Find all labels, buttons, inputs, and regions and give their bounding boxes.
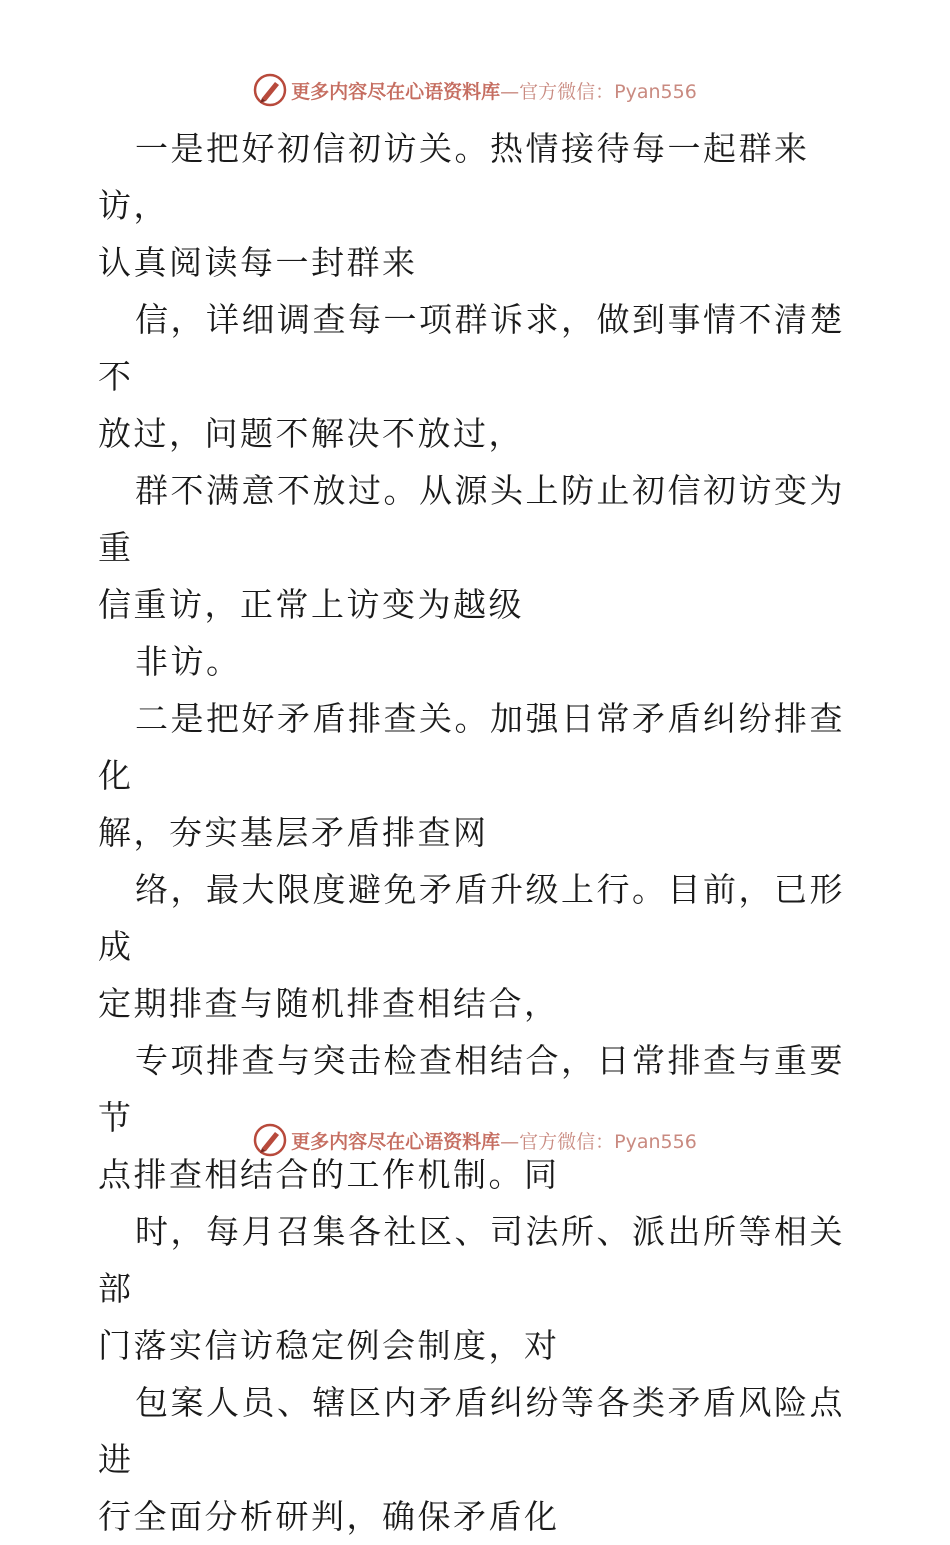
paragraph-line: 群不满意不放过。从源头上防止初信初访变为重 xyxy=(98,471,845,567)
paragraph xyxy=(98,690,858,861)
paragraph xyxy=(98,291,858,462)
paragraph-line-continued: 门落实信访稳定例会制度，对 xyxy=(98,1326,560,1365)
pen-logo-icon xyxy=(253,1123,287,1157)
paragraph-line-continued: 行全面分析研判，确保矛盾化 xyxy=(98,1497,560,1536)
paragraph-line-continued: 定期排查与随机排查相结合， xyxy=(98,984,560,1023)
paragraph-line: 专项排查与突击检查相结合，日常排查与重要节 xyxy=(98,1041,845,1137)
paragraph-line: 一是把好初信初访关。热情接待每一起群来访， xyxy=(98,129,810,225)
paragraph-line: 包案人员、辖区内矛盾纠纷等各类矛盾风险点进 xyxy=(98,1383,845,1479)
paragraph xyxy=(98,120,858,291)
footer-banner-text xyxy=(291,1127,697,1154)
footer-banner xyxy=(0,1120,950,1160)
paragraph xyxy=(98,861,858,1032)
paragraph xyxy=(98,633,858,690)
paragraph-line-continued: 放过，问题不解决不放过， xyxy=(98,414,524,453)
paragraph-line-continued: 解，夯实基层矛盾排查网 xyxy=(98,813,489,852)
paragraph xyxy=(98,462,858,633)
header-banner-text xyxy=(291,77,697,104)
document-body xyxy=(98,120,858,1545)
banner-main-text: 更多内容尽在心语资料库 xyxy=(291,1130,501,1153)
paragraph-line: 络，最大限度避免矛盾升级上行。目前，已形成 xyxy=(98,870,845,966)
banner-sub-text: —官方微信：Pyan556 xyxy=(500,80,697,103)
paragraph-line-continued: 认真阅读每一封群来 xyxy=(98,243,418,282)
header-banner xyxy=(0,70,950,110)
banner-sub-text: —官方微信：Pyan556 xyxy=(500,1130,697,1153)
paragraph xyxy=(98,1374,858,1545)
banner-main-text: 更多内容尽在心语资料库 xyxy=(291,80,501,103)
paragraph-line: 信，详细调查每一项群诉求，做到事情不清楚不 xyxy=(98,300,845,396)
paragraph xyxy=(98,1203,858,1374)
paragraph-line: 非访。 xyxy=(135,642,242,681)
paragraph-line-continued: 信重访，正常上访变为越级 xyxy=(98,585,524,624)
paragraph-line: 二是把好矛盾排查关。加强日常矛盾纠纷排查化 xyxy=(98,699,845,795)
paragraph-line: 时，每月召集各社区、司法所、派出所等相关部 xyxy=(98,1212,845,1308)
paragraph xyxy=(98,1032,858,1203)
pen-logo-icon xyxy=(253,73,287,107)
paragraph-line-continued: 点排查相结合的工作机制。同 xyxy=(98,1155,560,1194)
